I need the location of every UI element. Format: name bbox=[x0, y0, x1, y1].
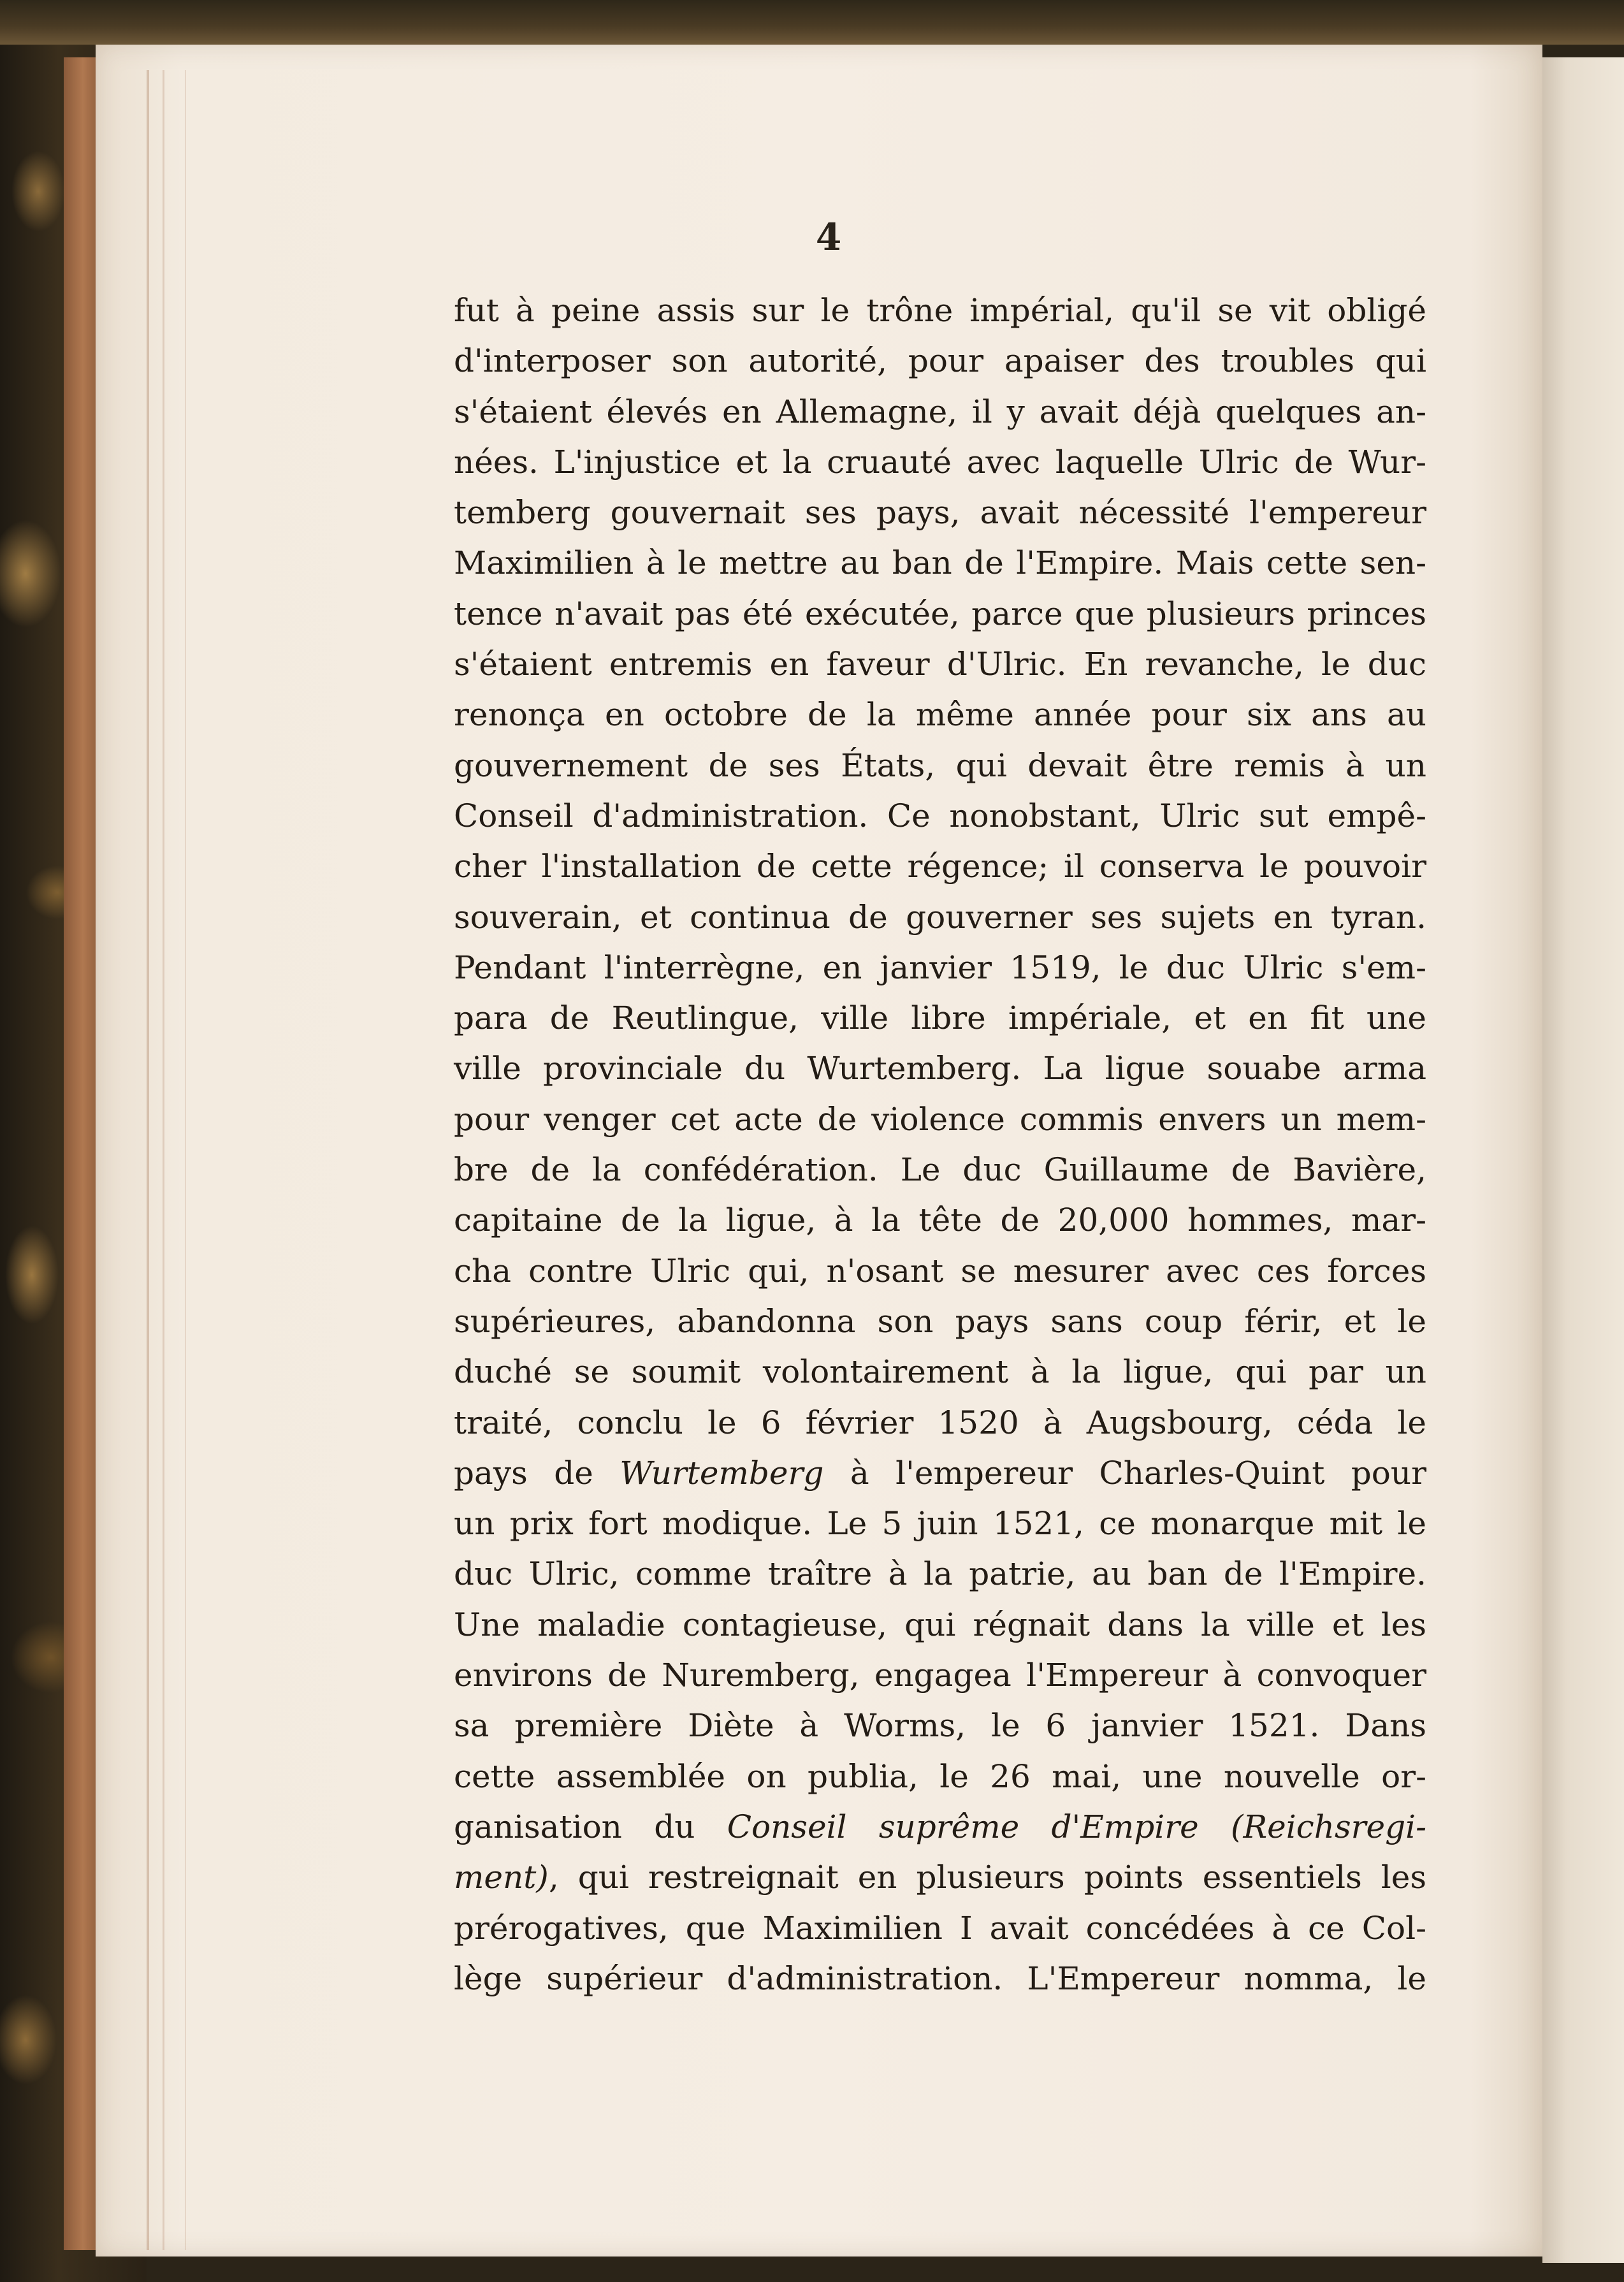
text-line bbox=[454, 943, 1426, 993]
text-line bbox=[454, 1195, 1426, 1246]
text-span: duc Ulric, comme traître à la patrie, au ban de l'Empire. bbox=[454, 1555, 1426, 1593]
text-span: cher l'installation de cette régence; il conserva le pouvoir bbox=[454, 848, 1426, 885]
text-span: cette assemblée on publia, le 26 mai, une nouvelle or- bbox=[454, 1757, 1426, 1795]
text-line bbox=[454, 1600, 1426, 1650]
text-span: ville provinciale du Wurtemberg. La ligue souabe arma bbox=[454, 1050, 1426, 1087]
page-edge-line bbox=[185, 70, 186, 2250]
text-span: cha contre Ulric qui, n'osant se mesurer avec ces forces bbox=[454, 1252, 1426, 1290]
body-text bbox=[454, 286, 1426, 2004]
text-span: pays de bbox=[454, 1454, 620, 1492]
text-span: environs de Nuremberg, engagea l'Empereur à convoquer bbox=[454, 1657, 1426, 1694]
text-line bbox=[454, 1650, 1426, 1701]
text-span: lège supérieur d'administration. L'Empereur nomma, le bbox=[454, 1959, 1426, 1997]
text-span: temberg gouvernait ses pays, avait nécessité l'empereur bbox=[454, 494, 1426, 532]
page-edge-line bbox=[163, 70, 164, 2250]
text-span: para de Reutlingue, ville libre impériale, et en fit une bbox=[454, 999, 1426, 1037]
text-span: Pendant l'interrègne, en janvier 1519, le duc Ulric s'em- bbox=[454, 948, 1426, 986]
text-span: s'étaient élevés en Allemagne, il y avait déjà quelques an- bbox=[454, 393, 1426, 430]
text-span: Maximilien à le mettre au ban de l'Empire. Mais cette sen- bbox=[454, 544, 1426, 582]
text-line bbox=[454, 1852, 1426, 1903]
text-span: bre de la confédération. Le duc Guillaume de Bavière, bbox=[454, 1151, 1426, 1189]
text-line bbox=[454, 286, 1426, 336]
text-span: ganisation du bbox=[454, 1808, 727, 1845]
text-line bbox=[454, 1246, 1426, 1297]
text-span: prérogatives, que Maximilien I avait concédées à ce Col- bbox=[454, 1909, 1426, 1947]
text-span: nées. L'injustice et la cruauté avec laquelle Ulric de Wur- bbox=[454, 443, 1426, 481]
text-line bbox=[454, 1752, 1426, 1802]
text-span: à l'empereur Charles-Quint pour bbox=[823, 1454, 1427, 1492]
text-span: d'interposer son autorité, pour apaiser des troubles qui bbox=[454, 342, 1426, 380]
text-line bbox=[454, 488, 1426, 538]
text-span: supérieures, abandonna son pays sans coup férir, et le bbox=[454, 1302, 1426, 1340]
text-line bbox=[454, 639, 1426, 690]
text-span: Une maladie contagieuse, qui régnait dans la ville et les bbox=[454, 1606, 1426, 1643]
text-line bbox=[454, 1448, 1426, 1499]
text-span: souverain, et continua de gouverner ses sujets en tyran. bbox=[454, 898, 1426, 936]
text-span: gouvernement de ses États, qui devait être remis à un bbox=[454, 746, 1426, 784]
text-span: fut à peine assis sur le trône impérial, qu'il se vit obligé bbox=[454, 292, 1426, 329]
text-line bbox=[454, 1347, 1426, 1397]
text-span: capitaine de la ligue, à la tête de 20,000 hommes, mar- bbox=[454, 1202, 1426, 1239]
text-line bbox=[454, 993, 1426, 1043]
text-line bbox=[454, 1398, 1426, 1448]
text-span: sa première Diète à Worms, le 6 janvier 1521. Dans bbox=[454, 1707, 1426, 1745]
text-line bbox=[454, 589, 1426, 639]
text-line bbox=[454, 1903, 1426, 1954]
text-line bbox=[454, 892, 1426, 943]
text-line bbox=[454, 336, 1426, 386]
italic-text: Conseil suprême d'Empire (Reichsregi- bbox=[727, 1808, 1426, 1845]
facing-page-edge bbox=[1542, 57, 1624, 2263]
page-edge-line bbox=[147, 70, 149, 2250]
text-line bbox=[454, 791, 1426, 841]
text-span: renonça en octobre de la même année pour six ans au bbox=[454, 696, 1426, 734]
text-line bbox=[454, 387, 1426, 437]
text-span: s'étaient entremis en faveur d'Ulric. En revanche, le duc bbox=[454, 646, 1426, 683]
text-line bbox=[454, 437, 1426, 488]
book-top-edge bbox=[0, 0, 1624, 45]
page-number: 4 bbox=[815, 215, 842, 259]
text-span: , qui restreignait en plusieurs points essentiels les bbox=[548, 1859, 1426, 1896]
text-line bbox=[454, 690, 1426, 740]
text-line bbox=[454, 1043, 1426, 1094]
text-line bbox=[454, 1701, 1426, 1751]
text-line bbox=[454, 1297, 1426, 1347]
text-span: Conseil d'administration. Ce nonobstant, Ulric sut empê- bbox=[454, 797, 1426, 834]
text-line bbox=[454, 1802, 1426, 1852]
text-span: duché se soumit volontairement à la ligue, qui par un bbox=[454, 1353, 1426, 1391]
text-line bbox=[454, 1094, 1426, 1145]
text-span: un prix fort modique. Le 5 juin 1521, ce monarque mit le bbox=[454, 1505, 1426, 1543]
text-line bbox=[454, 841, 1426, 892]
text-line bbox=[454, 741, 1426, 791]
text-span: pour venger cet acte de violence commis envers un mem- bbox=[454, 1100, 1426, 1138]
text-span: traité, conclu le 6 février 1520 à Augsbourg, céda le bbox=[454, 1404, 1426, 1441]
italic-text: ment) bbox=[454, 1859, 549, 1896]
text-line bbox=[454, 538, 1426, 588]
text-line bbox=[454, 1954, 1426, 2004]
text-line bbox=[454, 1549, 1426, 1599]
text-line bbox=[454, 1145, 1426, 1195]
italic-text: Wurtemberg bbox=[620, 1454, 824, 1492]
text-span: tence n'avait pas été exécutée, parce que plusieurs princes bbox=[454, 595, 1426, 632]
text-line bbox=[454, 1499, 1426, 1549]
